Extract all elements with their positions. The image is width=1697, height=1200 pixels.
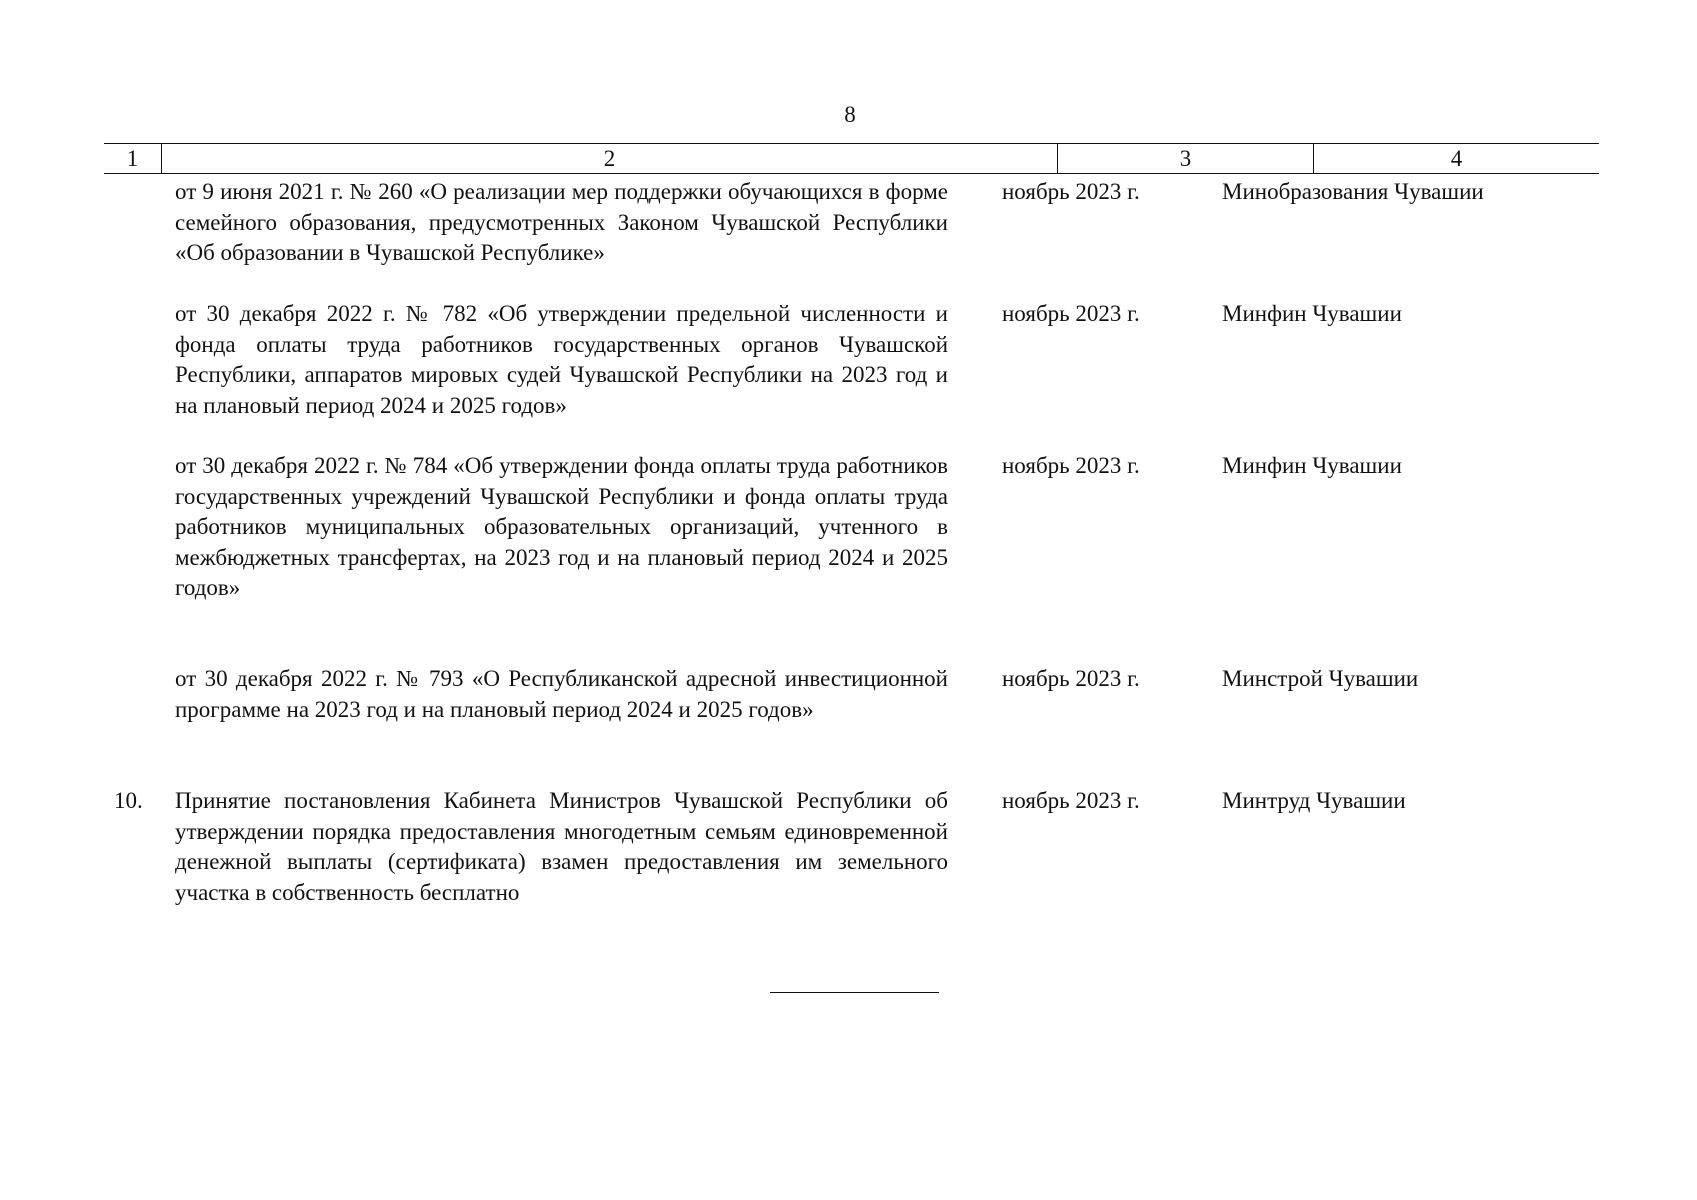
row-responsible: Минобразования Чувашии xyxy=(1222,179,1484,204)
header-col-2: 2 xyxy=(162,144,1058,173)
row-date: ноябрь 2023 г. xyxy=(1002,301,1140,326)
header-col-4: 4 xyxy=(1450,145,1463,171)
row-responsible: Минфин Чувашии xyxy=(1222,301,1402,326)
row-date: ноябрь 2023 г. xyxy=(1002,788,1140,813)
end-divider xyxy=(770,992,939,993)
row-date: ноябрь 2023 г. xyxy=(1002,666,1140,691)
row-text: от 30 декабря 2022 г. № 782 «Об утверждении предельной численности и фонда оплаты труда работников государственных органов Чувашской Республики, аппаратов мировых судей Чувашской Республики на 2023 год и на плановый период 2024 и 2025 годов» xyxy=(175,301,948,418)
row-text: от 30 декабря 2022 г. № 793 «О Республиканской адресной инвестиционной программе на 2023 год и на плановый период 2024 и 2025 годов» xyxy=(175,666,948,722)
row-text: от 9 июня 2021 г. № 260 «О реализации мер поддержки обучающихся в форме семейного образования, предусмотренных Законом Чувашской Республики «Об образовании в Чувашской Республике» xyxy=(175,179,948,265)
table-header xyxy=(104,143,1599,174)
row-responsible: Минфин Чувашии xyxy=(1222,453,1402,478)
row-number: 10. xyxy=(114,788,143,813)
row-text: от 30 декабря 2022 г. № 784 «Об утверждении фонда оплаты труда работников государственных учреждений Чувашской Республики и фонда оплаты труда работников муниципальных образовательных организаций, учтенного в межбюджетных трансфертах, на 2023 год и на плановый период 2024 и 2025 годов» xyxy=(175,453,948,600)
row-responsible: Минтруд Чувашии xyxy=(1222,788,1406,813)
row-date: ноябрь 2023 г. xyxy=(1002,179,1140,204)
page-number: 8 xyxy=(844,102,856,127)
header-col-3: 3 xyxy=(1058,144,1314,173)
row-responsible: Минстрой Чувашии xyxy=(1222,666,1419,691)
row-text: Принятие постановления Кабинета Министров Чувашской Республики об утверждении порядка предоставления многодетным семьям единовременной денежной выплаты (сертификата) взамен предоставления им земельного участка в собственность бесплатно xyxy=(175,788,948,905)
header-col-1: 1 xyxy=(104,144,162,173)
row-date: ноябрь 2023 г. xyxy=(1002,453,1140,478)
